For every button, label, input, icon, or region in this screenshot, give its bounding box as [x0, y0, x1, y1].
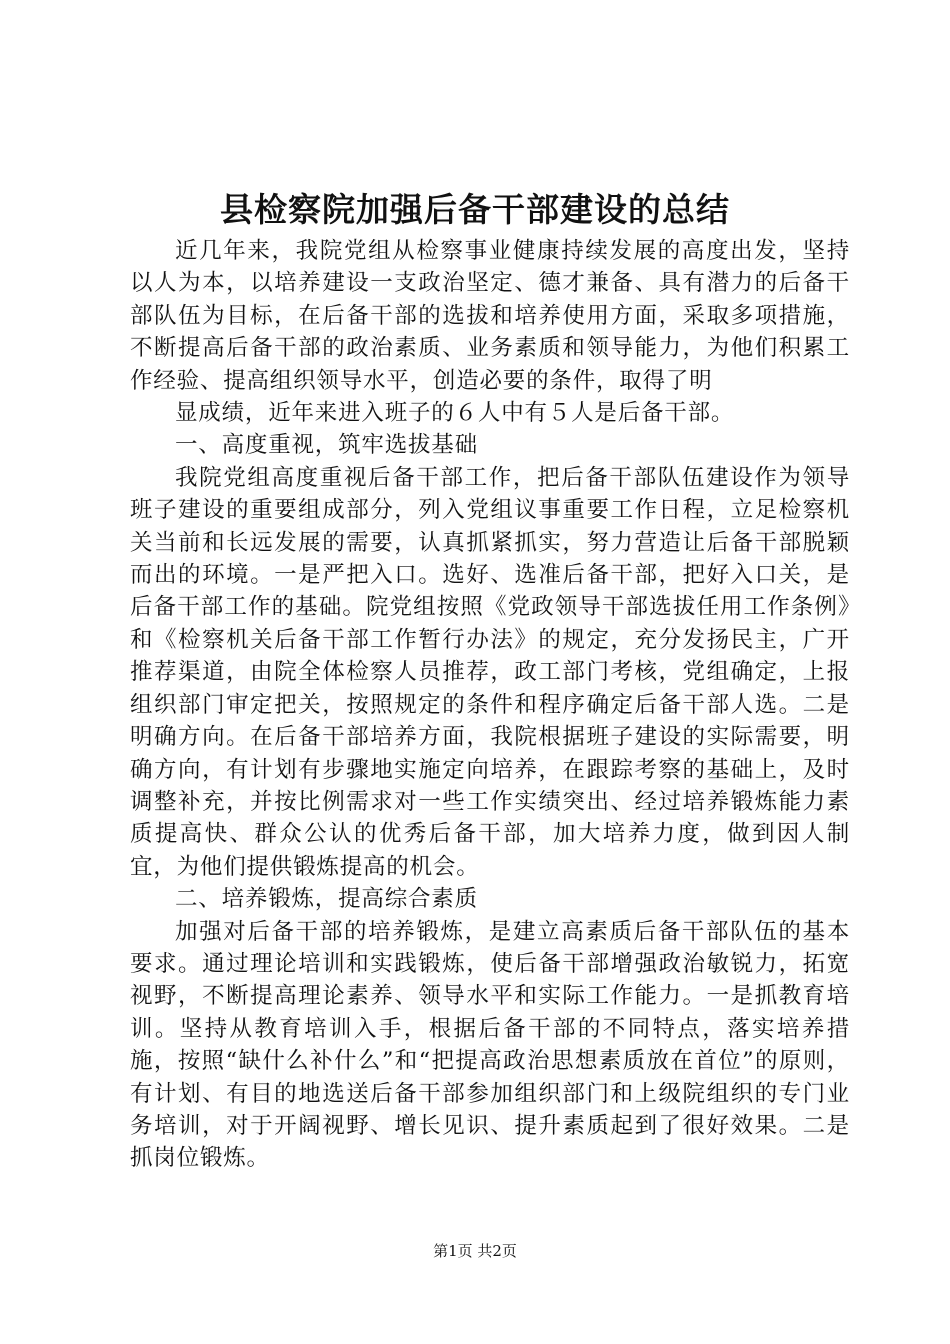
- paragraph-section-2: 加强对后备干部的培养锻炼，是建立高素质后备干部队伍的基本要求。通过理论培训和实践锻炼，使后备干部增强政治敏锐力，拓宽视野，不断提高理论素养、领导水平和实际工作能力。一是抓教育培训。坚持从教育培训入手，根据后备干部的不同特点，落实培养措施，按照“缺什么补什么”和“把提高政治思想素质放在首位”的原则，有计划、有目的地选送后备干部参加组织部门和上级院组织的专门业务培训，对于开阔视野、增长见识、提升素质起到了很好效果。二是抓岗位锻炼。: [130, 918, 850, 1172]
- section-heading-2: 二、培养锻炼，提高综合素质: [175, 886, 478, 913]
- paragraph-intro-continued: 显成绩，近年来进入班子的６人中有５人是后备干部。: [175, 400, 735, 427]
- paragraph-intro: 近几年来，我院党组从检察事业健康持续发展的高度出发，坚持以人为本，以培养建设一支政治坚定、德才兼备、具有潜力的后备干部队伍为目标，在后备干部的选拔和培养使用方面，采取多项措施，不断提高后备干部的政治素质、业务素质和领导能力，为他们积累工作经验、提高组织领导水平，创造必要的条件，取得了明: [130, 238, 850, 394]
- document-body: [130, 235, 850, 1175]
- section-heading-1: 一、高度重视，筑牢选拔基础: [175, 432, 478, 459]
- page-number-footer: 第1页 共2页: [433, 1242, 517, 1260]
- paragraph-section-1: 我院党组高度重视后备干部工作，把后备干部队伍建设作为领导班子建设的重要组成部分，列入党组议事重要工作日程，立足检察机关当前和长远发展的需要，认真抓紧抓实，努力营造让后备干部脱颖而出的环境。一是严把入口。选好、选准后备干部，把好入口关，是后备干部工作的基础。院党组按照《党政领导干部选拔任用工作条例》和《检察机关后备干部工作暂行办法》的规定，充分发扬民主，广开推荐渠道，由院全体检察人员推荐，政工部门考核，党组确定，上报组织部门审定把关，按照规定的条件和程序确定后备干部人选。二是明确方向。在后备干部培养方面，我院根据班子建设的实际需要，明确方向，有计划有步骤地实施定向培养，在跟踪考察的基础上，及时调整补充，并按比例需求对一些工作实绩突出、经过培养锻炼能力素质提高快、群众公认的优秀后备干部，加大培养力度，做到因人制宜，为他们提供锻炼提高的机会。: [130, 464, 850, 880]
- document-title: 县检察院加强后备干部建设的总结: [220, 190, 730, 229]
